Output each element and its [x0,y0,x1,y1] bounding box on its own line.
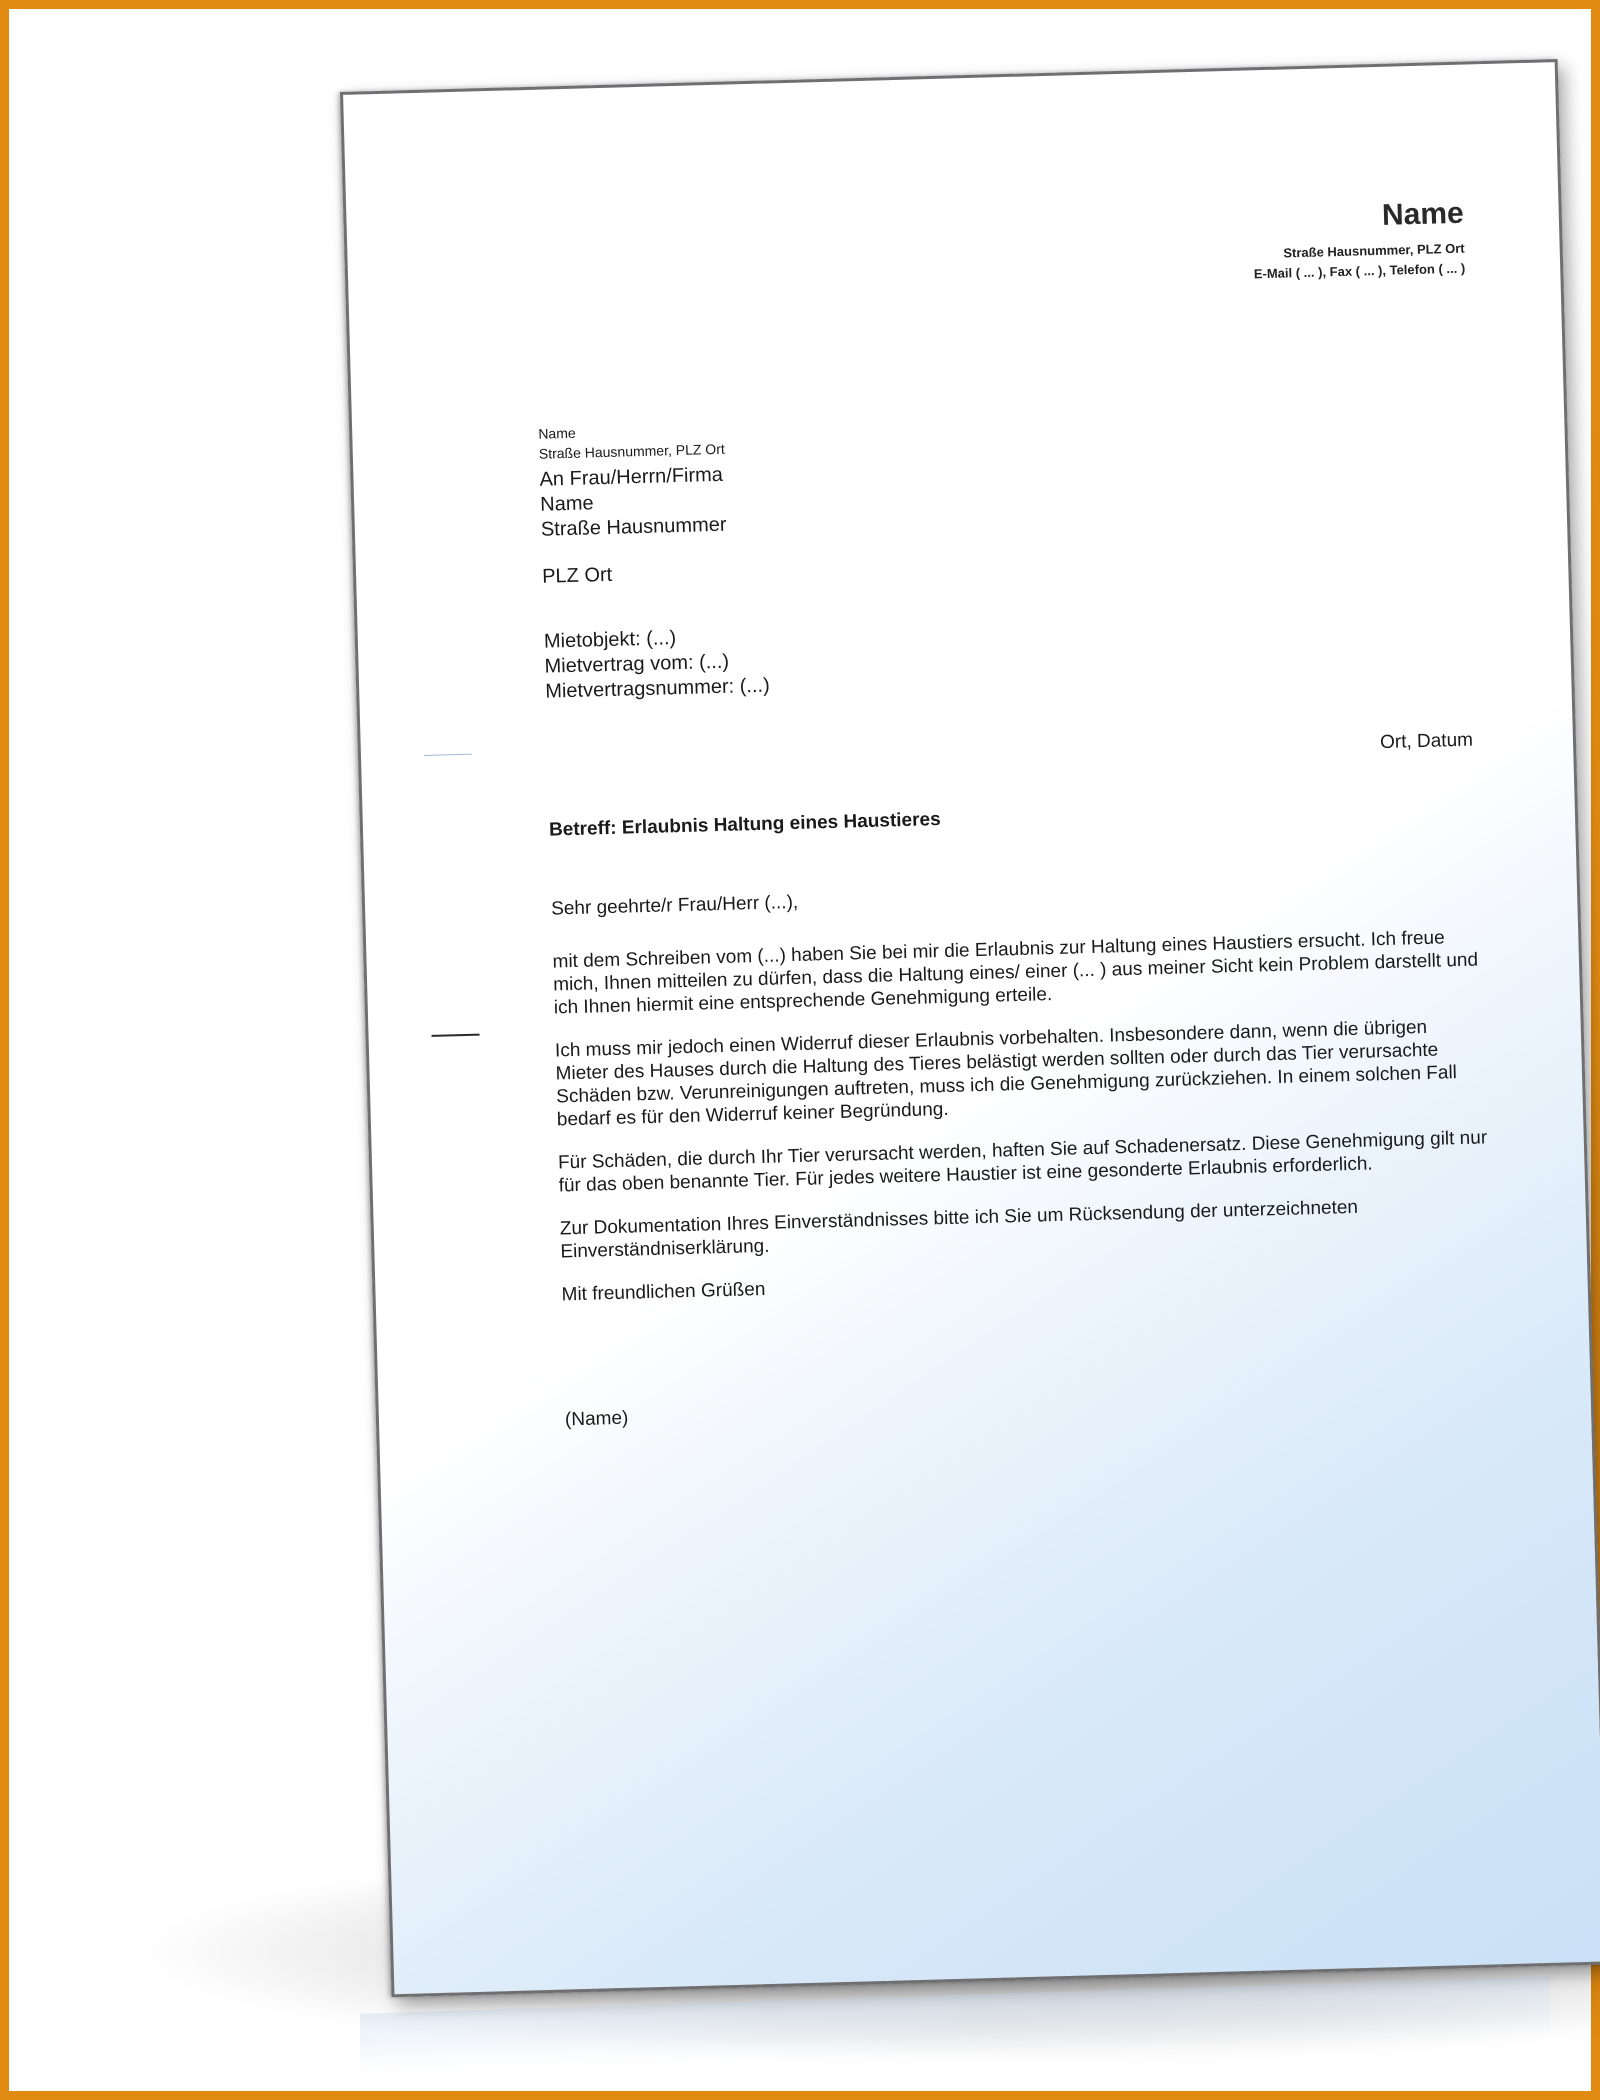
signature-name: (Name) [564,1407,629,1431]
return-street: Straße Hausnummer, PLZ Ort [538,440,725,462]
letter-body [551,872,1492,1326]
recipient-address [539,463,728,590]
salutation: Sehr geehrte/r Frau/Herr (...), [550,891,799,920]
reference-contract-date: Mietvertrag vom: (...) [544,650,730,678]
return-address [538,419,725,464]
punch-mark [432,1034,480,1037]
paragraph: Zur Dokumentation Ihres Einverständnisses bitte ich Sie um Rücksendung der unterzeichneten Einverständniserklärung. [559,1196,1359,1263]
recipient-line-1: An Frau/Herrn/Firma [539,463,724,491]
subject-line: Betreff: Erlaubnis Haltung eines Haustieres [548,809,941,841]
reference-contract-number: Mietvertragsnummer: (...) [544,674,770,703]
letter-page [340,59,1600,1997]
paragraph: Ich muss mir jedoch einen Widerruf dieser Erlaubnis vorbehalten. Insbesondere dann, wenn die übrigen Mieter des Hauses durch die Haltung des Tieres belästigt werden sollten oder durch das Tier verursachte Schäden bzw. Verunreinigungen auftreten, muss ich die Genehmigung zurückziehen. In einem solchen Fall bedarf es für den Widerruf keiner Begründung. [554,1016,1458,1131]
place-date: Ort, Datum [1379,729,1474,754]
sender-street: Straße Hausnummer, PLZ Ort [1283,240,1465,261]
recipient-line-4: PLZ Ort [541,563,613,588]
reference-block [544,624,770,705]
recipient-line-3: Straße Hausnummer [540,513,727,541]
reference-object: Mietobjekt: (...) [543,627,677,653]
sender-name: Name [1381,196,1465,232]
closing: Mit freundlichen Grüßen [561,1278,766,1306]
sender-header [1252,197,1466,285]
fold-mark [424,754,472,756]
recipient-line-2: Name [539,492,594,516]
paragraph: mit dem Schreiben vom (...) haben Sie bei mir die Erlaubnis zur Haltung eines Haustiers ersucht. Ich freue mich, Ihnen mitteilen zu dürfen, dass die Haltung eines/ einer (... ) aus meiner Sicht kein Problem darstellt und ich Ihnen hiermit eine entsprechende Genehmigung erteile. [552,927,1479,1019]
sender-contact: E-Mail ( ... ), Fax ( ... ), Telefon ( ... ) [1253,260,1466,282]
return-name: Name [538,424,576,442]
paragraph: Für Schäden, die durch Ihr Tier verursacht werden, haften Sie auf Schadenersatz. Diese Genehmigung gilt nur für das oben benannte Tier. Für jedes weitere Haustier ist eine gesonderte Erlaubnis erforderlich. [557,1127,1488,1197]
